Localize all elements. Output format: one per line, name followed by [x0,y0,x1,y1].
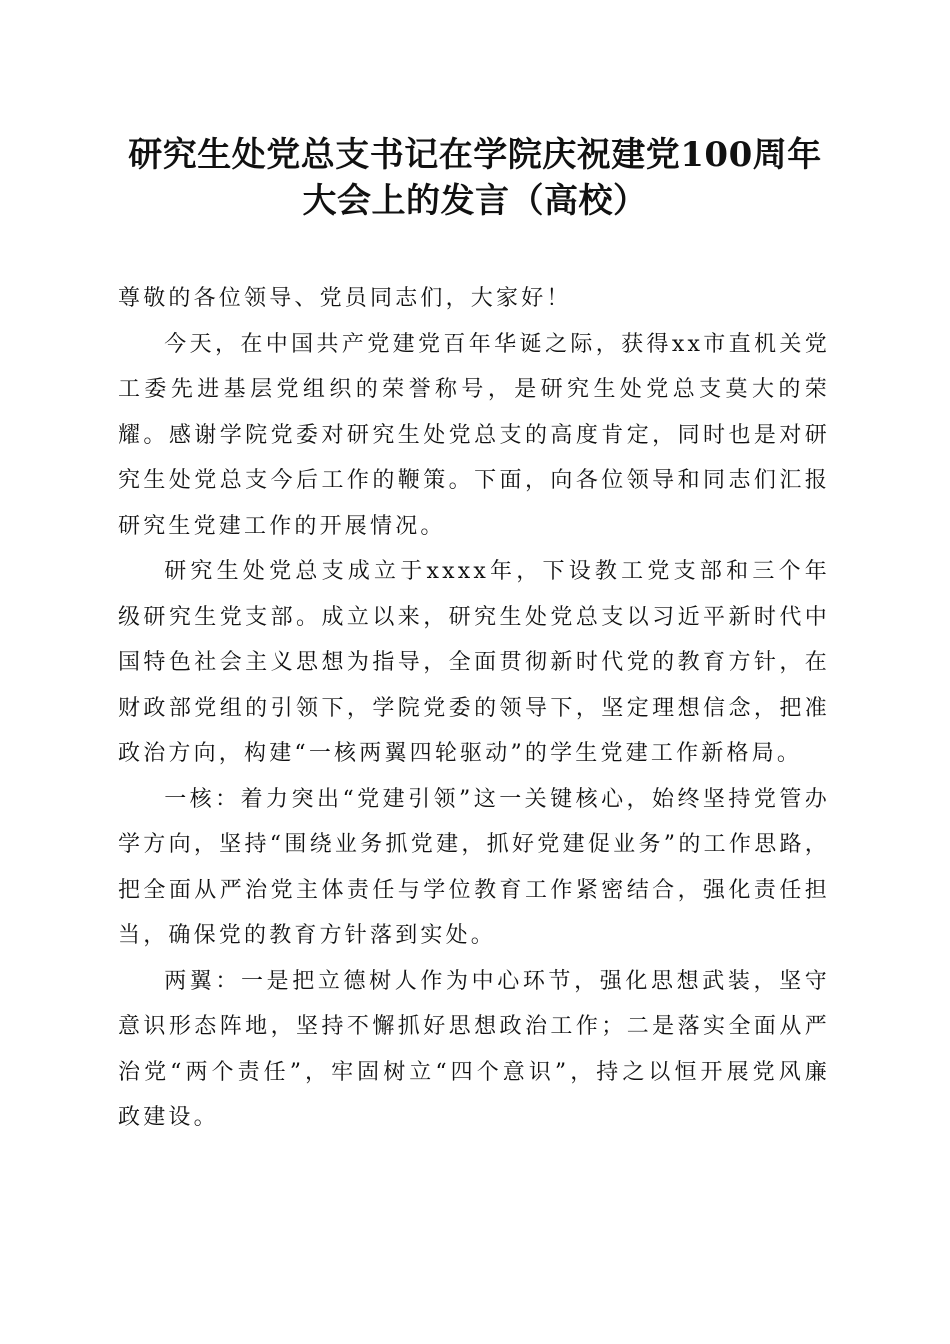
paragraph-1: 今天，在中国共产党建党百年华诞之际，获得xx市直机关党工委先进基层党组织的荣誉称号，是研究生处党总支莫大的荣耀。感谢学院党委对研究生处党总支的高度肯定，同时也是对研究生处党总支今后工作的鞭策。下面，向各位领导和同志们汇报研究生党建工作的开展情况。 [118,331,830,539]
paragraph-3: 一核：着力突出“党建引领”这一关键核心，始终坚持党管办学方向，坚持“围绕业务抓党建，抓好党建促业务”的工作思路，把全面从严治党主体责任与学位教育工作紧密结合，强化责任担当，确保党的教育方针落到实处。 [118,786,830,948]
document-title [80,132,870,224]
document-body [118,276,830,1141]
paragraph-4: 两翼：一是把立德树人作为中心环节，强化思想武装，坚守意识形态阵地，坚持不懈抓好思想政治工作；二是落实全面从严治党“两个责任”，牢固树立“四个意识”，持之以恒开展党风廉政建设。 [118,968,830,1130]
greeting-line: 尊敬的各位领导、党员同志们，大家好！ [118,286,572,311]
title-line-2: 大会上的发言（高校） [302,181,648,221]
title-line-1: 研究生处党总支书记在学院庆祝建党100周年 [128,135,822,175]
paragraph-2: 研究生处党总支成立于xxxx年，下设教工党支部和三个年级研究生党支部。成立以来，研究生处党总支以习近平新时代中国特色社会主义思想为指导，全面贯彻新时代党的教育方针，在财政部党组的引领下，学院党委的领导下，坚定理想信念，把准政治方向，构建“一核两翼四轮驱动”的学生党建工作新格局。 [118,559,830,766]
